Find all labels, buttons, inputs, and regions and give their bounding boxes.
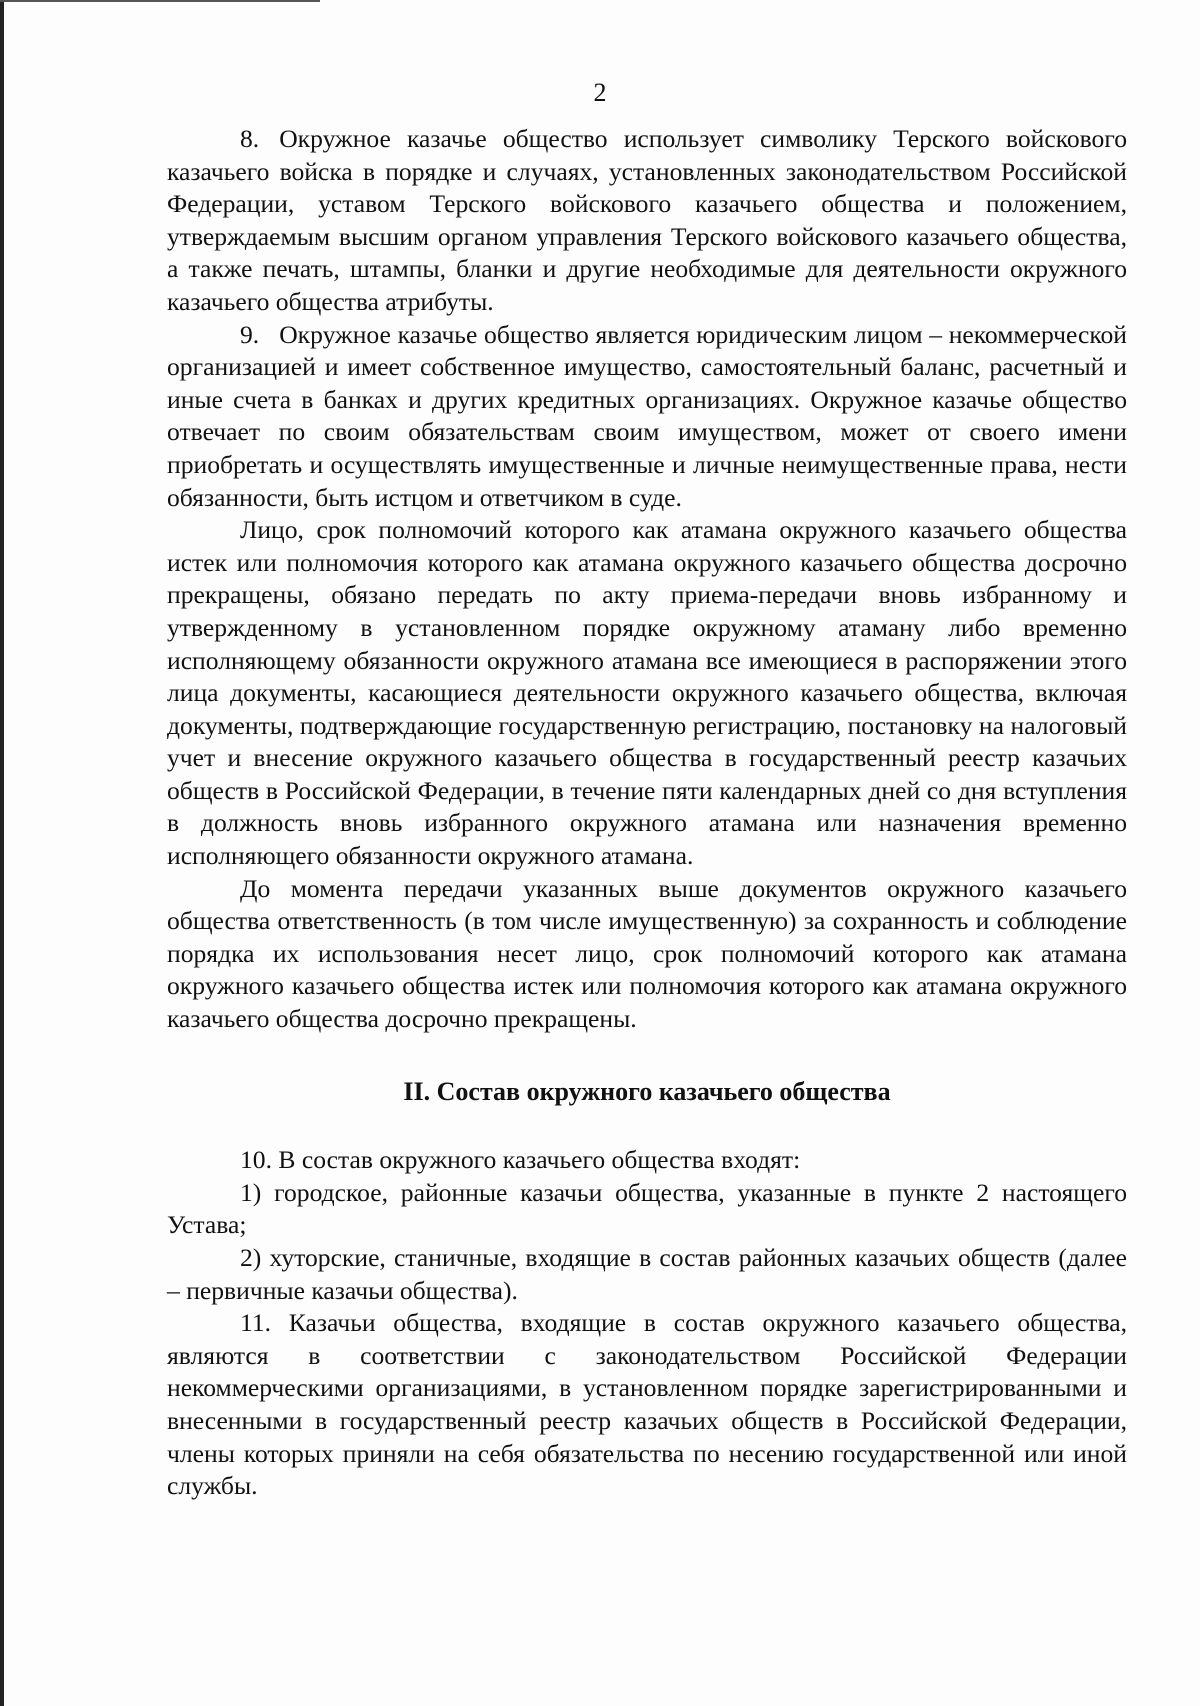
paragraph-10-item-1: 1) городское, районные казачьи общества, указанные в пункте 2 настоящего Устава;	[167, 1177, 1127, 1240]
paragraph-8	[167, 123, 1127, 319]
section-heading: II. Состав окружного казачьего общества	[403, 1076, 891, 1106]
paragraph-ataman-transfer: Лицо, срок полномочий которого как атамана окружного казачьего общества истек или полномочия которого как атамана окружного казачьего общества досрочно прекращены, обязано передать по акту приема-передачи вновь избранному и утвержденному в установленном порядке окружному атаману либо временно исполняющему обязанности окружного атамана все имеющиеся в распоряжении этого лица документы, касающиеся деятельности окружного казачьего общества, включая документы, подтверждающие государственную регистрацию, постановку на налоговый учет и внесение окружного казачьего общества в государственный реестр казачьих обществ в Российской Федерации, в течение пяти календарных дней со дня вступления в должность вновь избранного окружного атамана или назначения временно исполняющего обязанности окружного атамана.	[167, 515, 1127, 871]
scan-edge-top	[0, 0, 320, 2]
document-body	[167, 123, 1127, 1503]
paragraph-11: 11. Казачьи общества, входящие в состав окружного казачьего общества, являются в соответствии с законодательством Российской Федерации некоммерческими организациями, в установленном порядке зарегистрированными и внесенными в государственный реестр казачьих обществ в Российской Федерации, члены которых приняли на себя обязательства по несению государственной или иной службы.	[167, 1308, 1127, 1501]
paragraph-number: 8.	[240, 124, 260, 153]
paragraph-responsibility: До момента передачи указанных выше документов окружного казачьего общества ответственность (в том числе имущественную) за сохранность и соблюдение порядка их использования несет лицо, срок полномочий которого как атамана окружного казачьего общества истек или полномочия которого как атамана окружного казачьего общества досрочно прекращены.	[167, 873, 1127, 1034]
paragraph-10: 10. В состав окружного казачьего общества входят:	[240, 1145, 801, 1175]
page-number: 2	[593, 78, 607, 107]
paragraph-9	[167, 319, 1127, 515]
paragraph-10-item-2: 2) хуторские, станичные, входящие в состав районных казачьих обществ (далее – первичные казачьи общества).	[167, 1243, 1127, 1305]
paragraph-text: Окружное казачье общество является юридическим лицом – некоммерческой организацией и имеет собственное имущество, самостоятельный баланс, расчетный и иные счета в банках и других кредитных организациях. Окружное казачье общество отвечает по своим обязательствам своим имуществом, может от своего имени приобретать и осуществлять имущественные и личные неимущественные права, нести обязанности, быть истцом и ответчиком в суде.	[167, 319, 1127, 512]
scan-edge-left	[0, 0, 4, 1706]
paragraph-text: Окружное казачье общество использует символику Терского войскового казачьего войска в порядке и случаях, установленных законодательством Российской Федерации, уставом Терского войскового казачьего общества и положением, утверждаемым высшим органом управления Терского войскового казачьего общества, а также печать, штампы, бланки и другие необходимые для деятельности окружного казачьего общества атрибуты.	[167, 124, 1127, 316]
paragraph-number: 9.	[240, 319, 260, 349]
